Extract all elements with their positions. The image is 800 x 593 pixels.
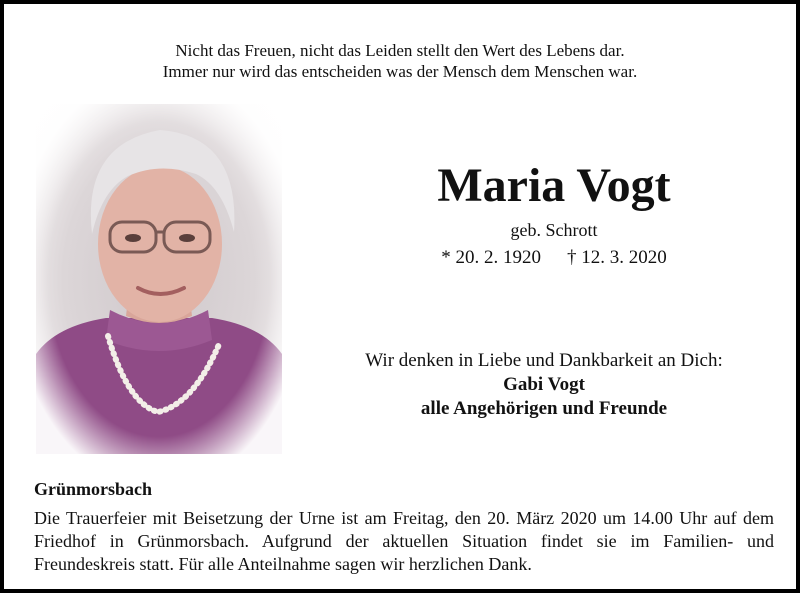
mourner-group: alle Angehörigen und Freunde xyxy=(420,398,668,419)
life-dates xyxy=(344,247,764,269)
funeral-notice: Die Trauerfeier mit Beisetzung der Urne ist am Freitag, den 20. März 2020 um 14.00 Uhr auf dem Friedhof in Grünmorsbach. Aufgrund der aktuellen Situation findet sie im Familien- und Freundeskreis statt. Für alle Anteilnahme sagen wir herzlichen Dank. xyxy=(34,508,774,574)
location-heading: Grünmorsbach xyxy=(34,479,153,499)
motto xyxy=(4,40,796,82)
motto-line-2: Immer nur wird das entscheiden was der Mensch dem Menschen war. xyxy=(162,62,638,81)
mourners-intro: Wir denken in Liebe und Dankbarkeit an Dich: xyxy=(365,350,723,371)
mourner-name: Gabi Vogt xyxy=(503,374,585,395)
mourners-block xyxy=(304,349,784,421)
birth-date: * 20. 2. 1920 xyxy=(441,247,541,268)
motto-line-1: Nicht das Freuen, nicht das Leiden stellt den Wert des Lebens dar. xyxy=(175,41,625,60)
birth-name: geb. Schrott xyxy=(510,220,598,240)
portrait-photo xyxy=(36,104,282,454)
deceased-name: Maria Vogt xyxy=(437,159,671,212)
portrait-illustration xyxy=(36,104,282,454)
death-date: † 12. 3. 2020 xyxy=(567,247,667,268)
